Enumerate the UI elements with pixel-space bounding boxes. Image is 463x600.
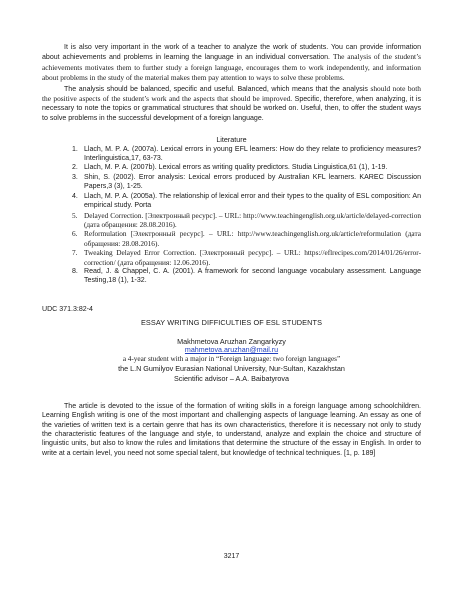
- author-name: Makhmetova Aruzhan Zangarkyzy: [177, 336, 286, 346]
- intro-p1-serif-text: The analysis of the student’s achievements motivates them to further study a foreign language, encourages them to work independently, and information about problems in the study of the material makes them pay attention to ways to solve these problems.: [42, 52, 421, 83]
- reference-number: 6.: [72, 229, 78, 239]
- reference-number: 3.: [72, 173, 78, 181]
- reference-item: [42, 229, 421, 248]
- reference-number: 7.: [72, 248, 78, 258]
- literature-heading: Literature: [216, 135, 247, 145]
- reference-number: 2.: [72, 164, 78, 172]
- reference-text: Tweaking Delayed Error Correction. [Электронный ресурс]. – URL: https://eflrecipes.com/2014/01/26/error-correction/ (дата обращения: 12.06.2016).: [84, 248, 421, 267]
- reference-item: [42, 163, 421, 172]
- reference-text: Shin, S. (2002). Error analysis: Lexical errors produced by Australian KFL learners. KAREC Discussion Papers,3 (3), 1-25.: [84, 173, 421, 191]
- reference-number: 4.: [72, 192, 78, 200]
- intro-p2-serif-text: should note both the positive aspects of the student’s work and the aspects that should be improved.: [42, 83, 421, 104]
- article-title: ESSAY WRITING DIFFICULTIES OF ESL STUDENTS: [140, 318, 323, 328]
- reference-text: Reformulation [Электронный ресурс]. – URL: http://www.teachingenglish.org.uk/article/reformulation (дата обращения: 28.08.2016).: [84, 229, 421, 248]
- reference-text: Delayed Correction. [Электронный ресурс]. – URL: http://www.teachingenglish.org.uk/article/delayed-correction (дата обращения: 28.08.2016).: [84, 210, 421, 229]
- abstract-paragraph: The article is devoted to the issue of the formation of writing skills in a foreign language among schoolchildren. Learning English writing is one of the most important and challenging aspects of language learning. An essay as one of the varieties of written text is a certain genre that has its own characteristics, therefore it is necessary not only to study the characteristic features of the language and style, to understand, analyze and explain the choice and structure of linguistic units, but also to know the rules and limitations that determine the structure of the essay in English. In order to write at a certain level, you need not some special talent, but knowledge of technical techniques. [1, p. 189]: [42, 402, 421, 457]
- reference-item: [42, 211, 421, 230]
- reference-text: Llach, M. P. A. (2007b). Lexical errors as writing quality predictors. Studia Linguistica,61 (1), 1-19.: [84, 164, 388, 172]
- reference-text: Llach, M. P. A. (2007a). Lexical errors in young EFL learners: How do they relate to proficiency measures? Interlinguistica,17, 63-73.: [84, 145, 421, 163]
- reference-text: Read, J. & Chappel, C. A. (2001). A framework for second language vocabulary assessment. Language Testing,18 (1), 1-32.: [84, 267, 421, 285]
- reference-item: [42, 267, 421, 286]
- author-email-link[interactable]: mahmetova.aruzhan@mail.ru: [184, 345, 279, 354]
- intro-paragraph-1: [42, 43, 421, 84]
- reference-number: 8.: [72, 267, 78, 275]
- reference-number: 5.: [72, 210, 78, 220]
- reference-item: [42, 192, 421, 211]
- reference-item: [42, 173, 421, 192]
- reference-item: [42, 248, 421, 267]
- intro-p2-rest-text: Specific, therefore, when analyzing, it is necessary to note the topics or grammatical structures that should be worked on. Useful, then, to offer the student ways to solve problems in the successful development of a foreign language.: [42, 96, 421, 122]
- scientific-advisor: Scientific advisor – A.A. Baibatyrova: [173, 373, 290, 383]
- author-affiliation-2: the L.N Gumilyov Eurasian National University, Nur-Sultan, Kazakhstan: [118, 364, 345, 374]
- reference-list: [42, 145, 421, 286]
- intro-p2-text: The analysis should be balanced, specific and useful. Balanced, which means that the analysis: [64, 85, 368, 93]
- intro-p1-text: It is also very important in the work of a teacher to analyze the work of students. You can provide information about achievements and problems in learning the language in an individual conversation.: [42, 44, 421, 62]
- reference-item: [42, 145, 421, 164]
- reference-number: 1.: [72, 145, 78, 153]
- intro-paragraph-2: [42, 84, 421, 124]
- page-number: 3217: [223, 553, 240, 560]
- reference-text: Llach, M. P. A. (2005a). The relationship of lexical error and their types to the quality of ESL composition: An empirical study. Porta: [84, 192, 421, 210]
- author-affiliation-1: a 4-year student with a major in “Foreign language: two foreign languages”: [122, 355, 341, 364]
- udc-code: UDC 371.3:82-4: [42, 305, 93, 313]
